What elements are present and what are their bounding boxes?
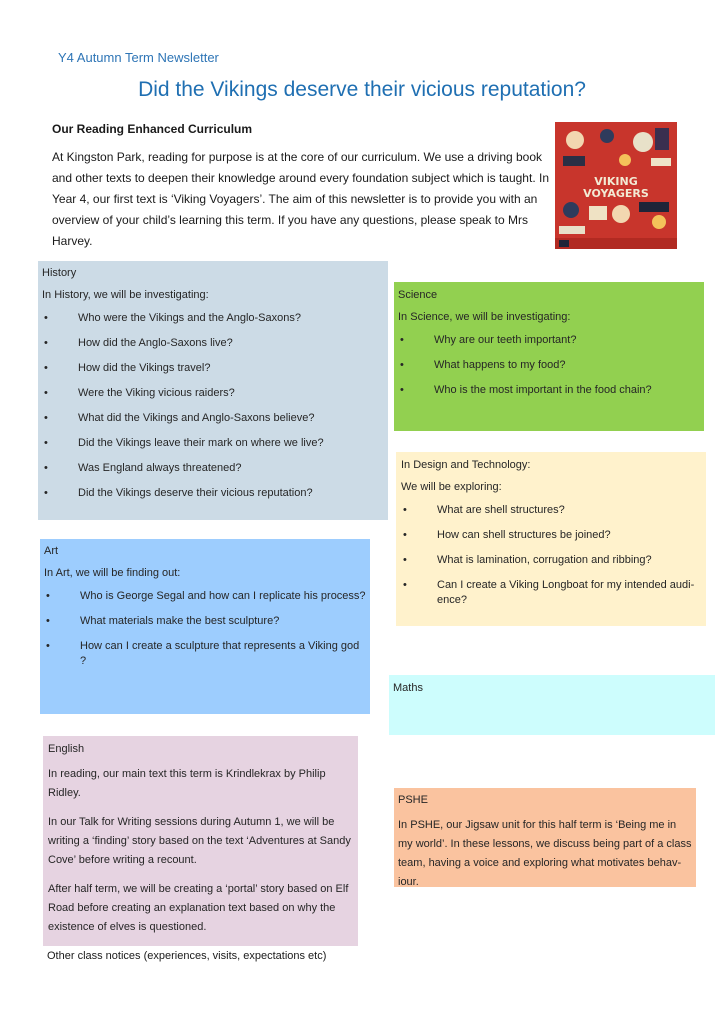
newsletter-term-label: Y4 Autumn Term Newsletter <box>58 50 219 65</box>
list-item: • Why are our teeth important? <box>398 333 700 348</box>
list-item: • What materials make the best sculpture? <box>44 614 366 629</box>
art-label: Art <box>44 545 59 557</box>
book-title-line1: VIKING <box>594 175 638 188</box>
dt-list <box>401 503 701 608</box>
english-paragraph: In reading, our main text this term is Krindlekrax by Philip Ridley. <box>48 768 326 799</box>
list-item: • Did the Vikings leave their mark on where we live? <box>42 436 384 451</box>
list-item: • Who is the most important in the food chain? <box>398 383 700 398</box>
list-item: • Was England always threatened? <box>42 461 384 476</box>
history-section <box>38 261 388 520</box>
list-item: • Who is George Segal and how can I replicate his process? <box>44 589 366 604</box>
intro-paragraph: At Kingston Park, reading for purpose is at the core of our curriculum. We use a driving book and other texts to deepen their knowledge around every foundation subject which is taught. In Year 4, our first text is ‘Viking Voyagers’. The aim of this newsletter is to provide you with an overview of your child’s learning this term. If you have any questions, please speak to Mrs Harvey. <box>52 150 549 248</box>
history-label: History <box>42 267 77 279</box>
list-item: • Can I create a Viking Longboat for my intended audi-ence? <box>401 578 701 608</box>
art-list <box>44 589 366 669</box>
list-item: • How did the Vikings travel? <box>42 361 384 376</box>
science-section <box>394 282 704 431</box>
list-item: • How can I create a sculpture that represents a Viking god ? <box>44 639 366 669</box>
list-item: • Who were the Vikings and the Anglo-Saxons? <box>42 311 384 326</box>
maths-section <box>389 675 715 735</box>
pshe-label: PSHE <box>398 794 428 806</box>
intro-heading: Our Reading Enhanced Curriculum <box>52 122 253 136</box>
list-item: • How did the Anglo-Saxons live? <box>42 336 384 351</box>
book-cover-image <box>555 122 677 249</box>
art-section <box>40 539 370 714</box>
pshe-section <box>394 788 696 887</box>
art-intro: In Art, we will be finding out: <box>44 567 181 579</box>
english-section <box>43 736 358 946</box>
science-label: Science <box>398 289 438 301</box>
design-technology-section <box>396 452 706 626</box>
history-intro: In History, we will be investigating: <box>42 289 209 301</box>
page-title: Did the Vikings deserve their vicious reputation? <box>138 78 586 101</box>
list-item: • What is lamination, corrugation and ribbing? <box>401 553 701 568</box>
list-item: • What did the Vikings and Anglo-Saxons believe? <box>42 411 384 426</box>
book-cover-title <box>555 176 677 200</box>
list-item: • What are shell structures? <box>401 503 701 518</box>
maths-label: Maths <box>393 682 423 694</box>
dt-label: In Design and Technology: <box>401 459 531 471</box>
science-intro: In Science, we will be investigating: <box>398 311 571 323</box>
history-list <box>42 311 384 501</box>
list-item: • What happens to my food? <box>398 358 700 373</box>
pshe-paragraph: In PSHE, our Jigsaw unit for this half term is ‘Being me in my world’. In these lessons, we discuss being part of a class team, having a voice and exploring what motivates behav-iour. <box>398 819 692 888</box>
dt-intro: We will be exploring: <box>401 481 502 493</box>
english-paragraph: In our Talk for Writing sessions during Autumn 1, we will be writing a ‘finding’ story based on the text ‘Adventures at Sandy Cove’ before writing a recount. <box>48 816 351 866</box>
list-item: • How can shell structures be joined? <box>401 528 701 543</box>
english-label: English <box>48 743 85 755</box>
list-item: • Did the Vikings deserve their vicious reputation? <box>42 486 384 501</box>
list-item: • Were the Viking vicious raiders? <box>42 386 384 401</box>
other-class-notices: Other class notices (experiences, visits, expectations etc) <box>47 950 327 962</box>
book-title-line2: VOYAGERS <box>583 187 649 200</box>
english-paragraph: After half term, we will be creating a ‘portal’ story based on Elf Road before creating an explanation text based on why the existence of elves is questioned. <box>48 883 349 933</box>
science-list <box>398 333 700 398</box>
